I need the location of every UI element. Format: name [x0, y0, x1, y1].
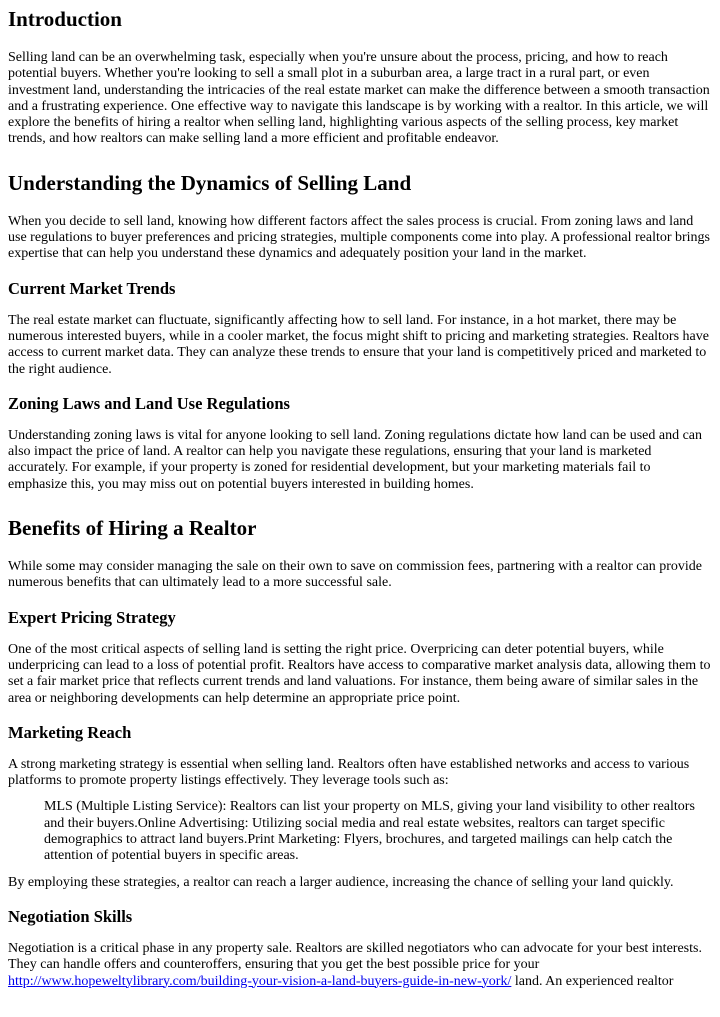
intro-heading: Introduction	[8, 7, 122, 31]
zoning-paragraph: Understanding zoning laws is vital for anyone looking to sell land. Zoning regulations dictate how land can be used and can also impact the price of land. A realtor can help you navigate these regulations, ensuring that your land is marketed accurately. For example, if your property is zoned for residential development, but your marketing materials fail to emphasize this, you may miss out on potential buyers interested in building homes.	[8, 427, 702, 492]
land-buyers-guide-link[interactable]: http://www.hopeweltylibrary.com/building-your-vision-a-land-buyers-guide-in-new-york/	[8, 973, 512, 989]
dynamics-heading: Understanding the Dynamics of Selling Land	[8, 170, 412, 195]
benefits-paragraph: While some may consider managing the sale on their own to save on commission fees, partnering with a realtor can provide numerous benefits that can ultimately lead to a more successful sale.	[8, 559, 702, 591]
negotiation-paragraph	[8, 941, 712, 990]
negotiation-heading: Negotiation Skills	[8, 906, 133, 926]
market-trends-paragraph: The real estate market can fluctuate, significantly affecting how to sell land. For instance, in a hot market, there may be numerous interested buyers, while in a cooler market, the focus might shift to pricing and marketing strategies. Realtors have access to current market data. They can analyze these trends to ensure that your land is competitively priced and marketed to the right audience.	[8, 312, 709, 377]
negotiation-text-before: Negotiation is a critical phase in any property sale. Realtors are skilled negotiators who can advocate for your best interests. They can handle offers and counteroffers, ensuring that you get the best possible price for your	[8, 940, 702, 973]
zoning-heading: Zoning Laws and Land Use Regulations	[8, 393, 290, 413]
negotiation-text-after: land. An experienced realtor	[511, 973, 674, 989]
intro-paragraph: Selling land can be an overwhelming task, especially when you're unsure about the process, pricing, and how to reach potential buyers. Whether you're looking to sell a small plot in a suburban area, a large tract in a rural part, or even investment land, understanding the intricacies of the real estate market can make the difference between a smooth transaction and a frustrating experience. One effective way to navigate this landscape is by working with a realtor. In this article, we will explore the benefits of hiring a realtor when selling land, highlighting various aspects of the selling process, key market trends, and how realtors can make selling land a more efficient and profitable endeavor.	[8, 50, 710, 147]
dynamics-paragraph: When you decide to sell land, knowing how different factors affect the sales process is crucial. From zoning laws and land use regulations to buyer preferences and pricing strategies, multiple components come into play. A professional realtor brings expertise that can help you understand these dynamics and adequately position your land in the market.	[8, 213, 711, 262]
pricing-paragraph: One of the most critical aspects of selling land is setting the right price. Overpricing can deter potential buyers, while underpricing can lead to a loss of potential profit. Realtors have access to comparative market analysis data, allowing them to set a fair market price that reflects current trends and land valuations. For instance, them being aware of similar sales in the area or neighboring developments can help determine an appropriate price point.	[8, 641, 711, 706]
benefits-heading: Benefits of Hiring a Realtor	[8, 516, 257, 541]
marketing-tools-quote: MLS (Multiple Listing Service): Realtors can list your property on MLS, giving your land visibility to other realtors and their buyers.Online Advertising: Utilizing social media and real estate websites, realtors can target specific demographics to attract land buyers.Print Marketing: Flyers, brochures, and targeted mailings can help catch the attention of potential buyers in specific areas.	[44, 799, 695, 864]
marketing-heading: Marketing Reach	[8, 722, 132, 742]
market-trends-heading: Current Market Trends	[8, 278, 176, 298]
marketing-paragraph: A strong marketing strategy is essential when selling land. Realtors often have established networks and access to various platforms to promote property listings effectively. They leverage tools such as:	[8, 756, 690, 789]
marketing-after-paragraph: By employing these strategies, a realtor can reach a larger audience, increasing the chance of selling your land quickly.	[8, 874, 674, 890]
pricing-heading: Expert Pricing Strategy	[8, 607, 176, 627]
